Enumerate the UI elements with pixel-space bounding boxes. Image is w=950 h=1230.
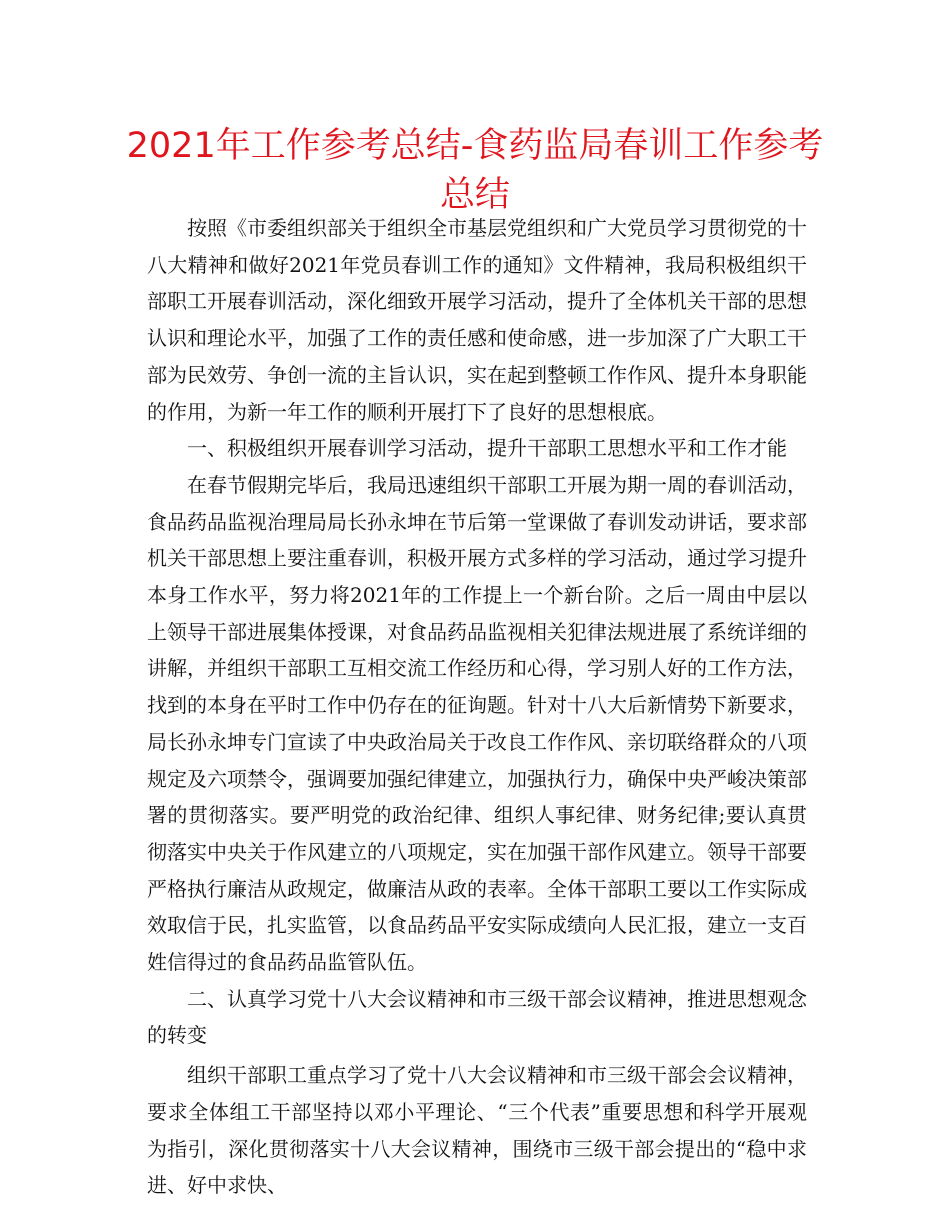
- document-body: [147, 210, 807, 1204]
- section-heading-1: 一、积极组织开展春训学习活动，提升干部职工思想水平和工作才能: [187, 436, 787, 461]
- document-title: 2021年工作参考总结-食药监局春训工作参考总结: [126, 126, 824, 215]
- paragraph-section-1: 在春节假期完毕后，我局迅速组织干部职工开展为期一周的春训活动，食品药品监视治理局局长孙永坤在节后第一堂课做了春训发动讲话，要求部机关干部思想上要注重春训，积极开展方式多样的学习活动，通过学习提升本身工作水平，努力将2021年的工作提上一个新台阶。之后一周由中层以上领导干部进展集体授课，对食品药品监视相关犯律法规进展了系统详细的讲解，并组织干部职工互相交流工作经历和心得，学习别人好的工作方法，找到的本身在平时工作中仍存在的征询题。针对十八大后新情势下新要求，局长孙永坤专门宣读了中央政治局关于改良工作作风、亲切联络群众的八项规定及六项禁令，强调要加强纪律建立，加强执行力，确保中央严峻决策部署的贯彻落实。要严明党的政治纪律、组织人事纪律、财务纪律;要认真贯彻落实中央关于作风建立的八项规定，实在加强干部作风建立。领导干部要严格执行廉洁从政规定，做廉洁从政的表率。全体干部职工要以工作实际成效取信于民，扎实监管，以食品药品平安实际成绩向人民汇报，建立一支百姓信得过的食品药品监管队伍。: [147, 472, 807, 975]
- section-heading-2: 二、认真学习党十八大会议精神和市三级干部会议精神，推进思想观念的转变: [147, 986, 807, 1048]
- paragraph-section-2: 组织干部职工重点学习了党十八大会议精神和市三级干部会会议精神，要求全体组工干部坚持以邓小平理论、“三个代表”重要思想和科学开展观为指引，深化贯彻落实十八大会议精神，围绕市三级干部会提出的“稳中求进、好中求快、: [147, 1063, 807, 1198]
- paragraph-intro: 按照《市委组织部关于组织全市基层党组织和广大党员学习贯彻党的十八大精神和做好2021年党员春训工作的通知》文件精神，我局积极组织干部职工开展春训活动，深化细致开展学习活动，提升了全体机关干部的思想认识和理论水平，加强了工作的责任感和使命感，进一步加深了广大职工干部为民效劳、争创一流的主旨认识，实在起到整顿工作作风、提升本身职能的作用，为新一年工作的顺利开展打下了良好的思想根底。: [147, 216, 807, 424]
